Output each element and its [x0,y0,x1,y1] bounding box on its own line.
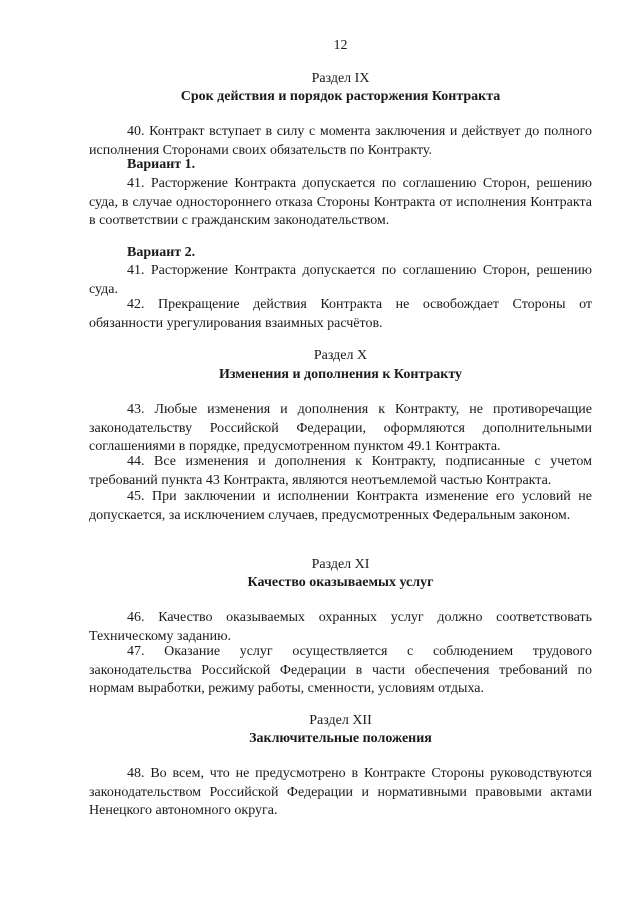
paragraph-42: 42. Прекращение действия Контракта не освобождает Стороны от обязанности урегулирования взаимных расчётов. [89,297,592,331]
paragraph-41-variant-2: 41. Расторжение Контракта допускается по соглашению Сторон, решению суда. [89,263,592,297]
paragraph-47: 47. Оказание услуг осуществляется с соблюдением трудового законодательства Российской Федерации в части обеспечения требований по нормам выработки, режиму работы, сменности, условиям отдыха. [89,644,592,697]
section-label-xi: Раздел XI [311,557,370,572]
page-number: 12 [333,38,348,53]
variant-2-label: Вариант 2. [127,245,196,260]
section-label-xii: Раздел XII [309,713,372,728]
section-title-x: Изменения и дополнения к Контракту [218,367,463,382]
section-title-ix: Срок действия и порядок расторжения Контракта [180,89,501,104]
paragraph-41-variant-1: 41. Расторжение Контракта допускается по соглашению Сторон, решению суда, в случае одностороннего отказа Стороны Контракта от исполнения Контракта в соответствии с гражданским законодательством. [89,176,592,229]
paragraph-48: 48. Во всем, что не предусмотрено в Контракте Стороны руководствуются законодательством Российской Федерации и нормативными правовыми актами Ненецкого автономного округа. [89,766,592,819]
paragraph-46: 46. Качество оказываемых охранных услуг должно соответствовать Техническому заданию. [89,610,592,644]
paragraph-45: 45. При заключении и исполнении Контракта изменение его условий не допускается, за исключением случаев, предусмотренных Федеральным законом. [89,489,592,523]
section-label-x: Раздел X [313,348,368,363]
section-title-xi: Качество оказываемых услуг [247,575,434,590]
paragraph-44: 44. Все изменения и дополнения к Контракту, подписанные с учетом требований пункта 43 Контракта, являются неотъемлемой частью Контракта. [89,454,592,488]
variant-1-label: Вариант 1. [127,157,196,172]
paragraph-40: 40. Контракт вступает в силу с момента заключения и действует до полного исполнения Сторонами своих обязательств по Контракту. [89,124,592,158]
section-label-ix: Раздел IX [311,71,370,86]
section-title-xii: Заключительные положения [249,731,432,746]
paragraph-43: 43. Любые изменения и дополнения к Контракту, не противоречащие законодательству Российской Федерации, оформляются дополнительными соглашениями в порядке, предусмотренном пунктом 49.1 Контракта. [89,402,592,455]
